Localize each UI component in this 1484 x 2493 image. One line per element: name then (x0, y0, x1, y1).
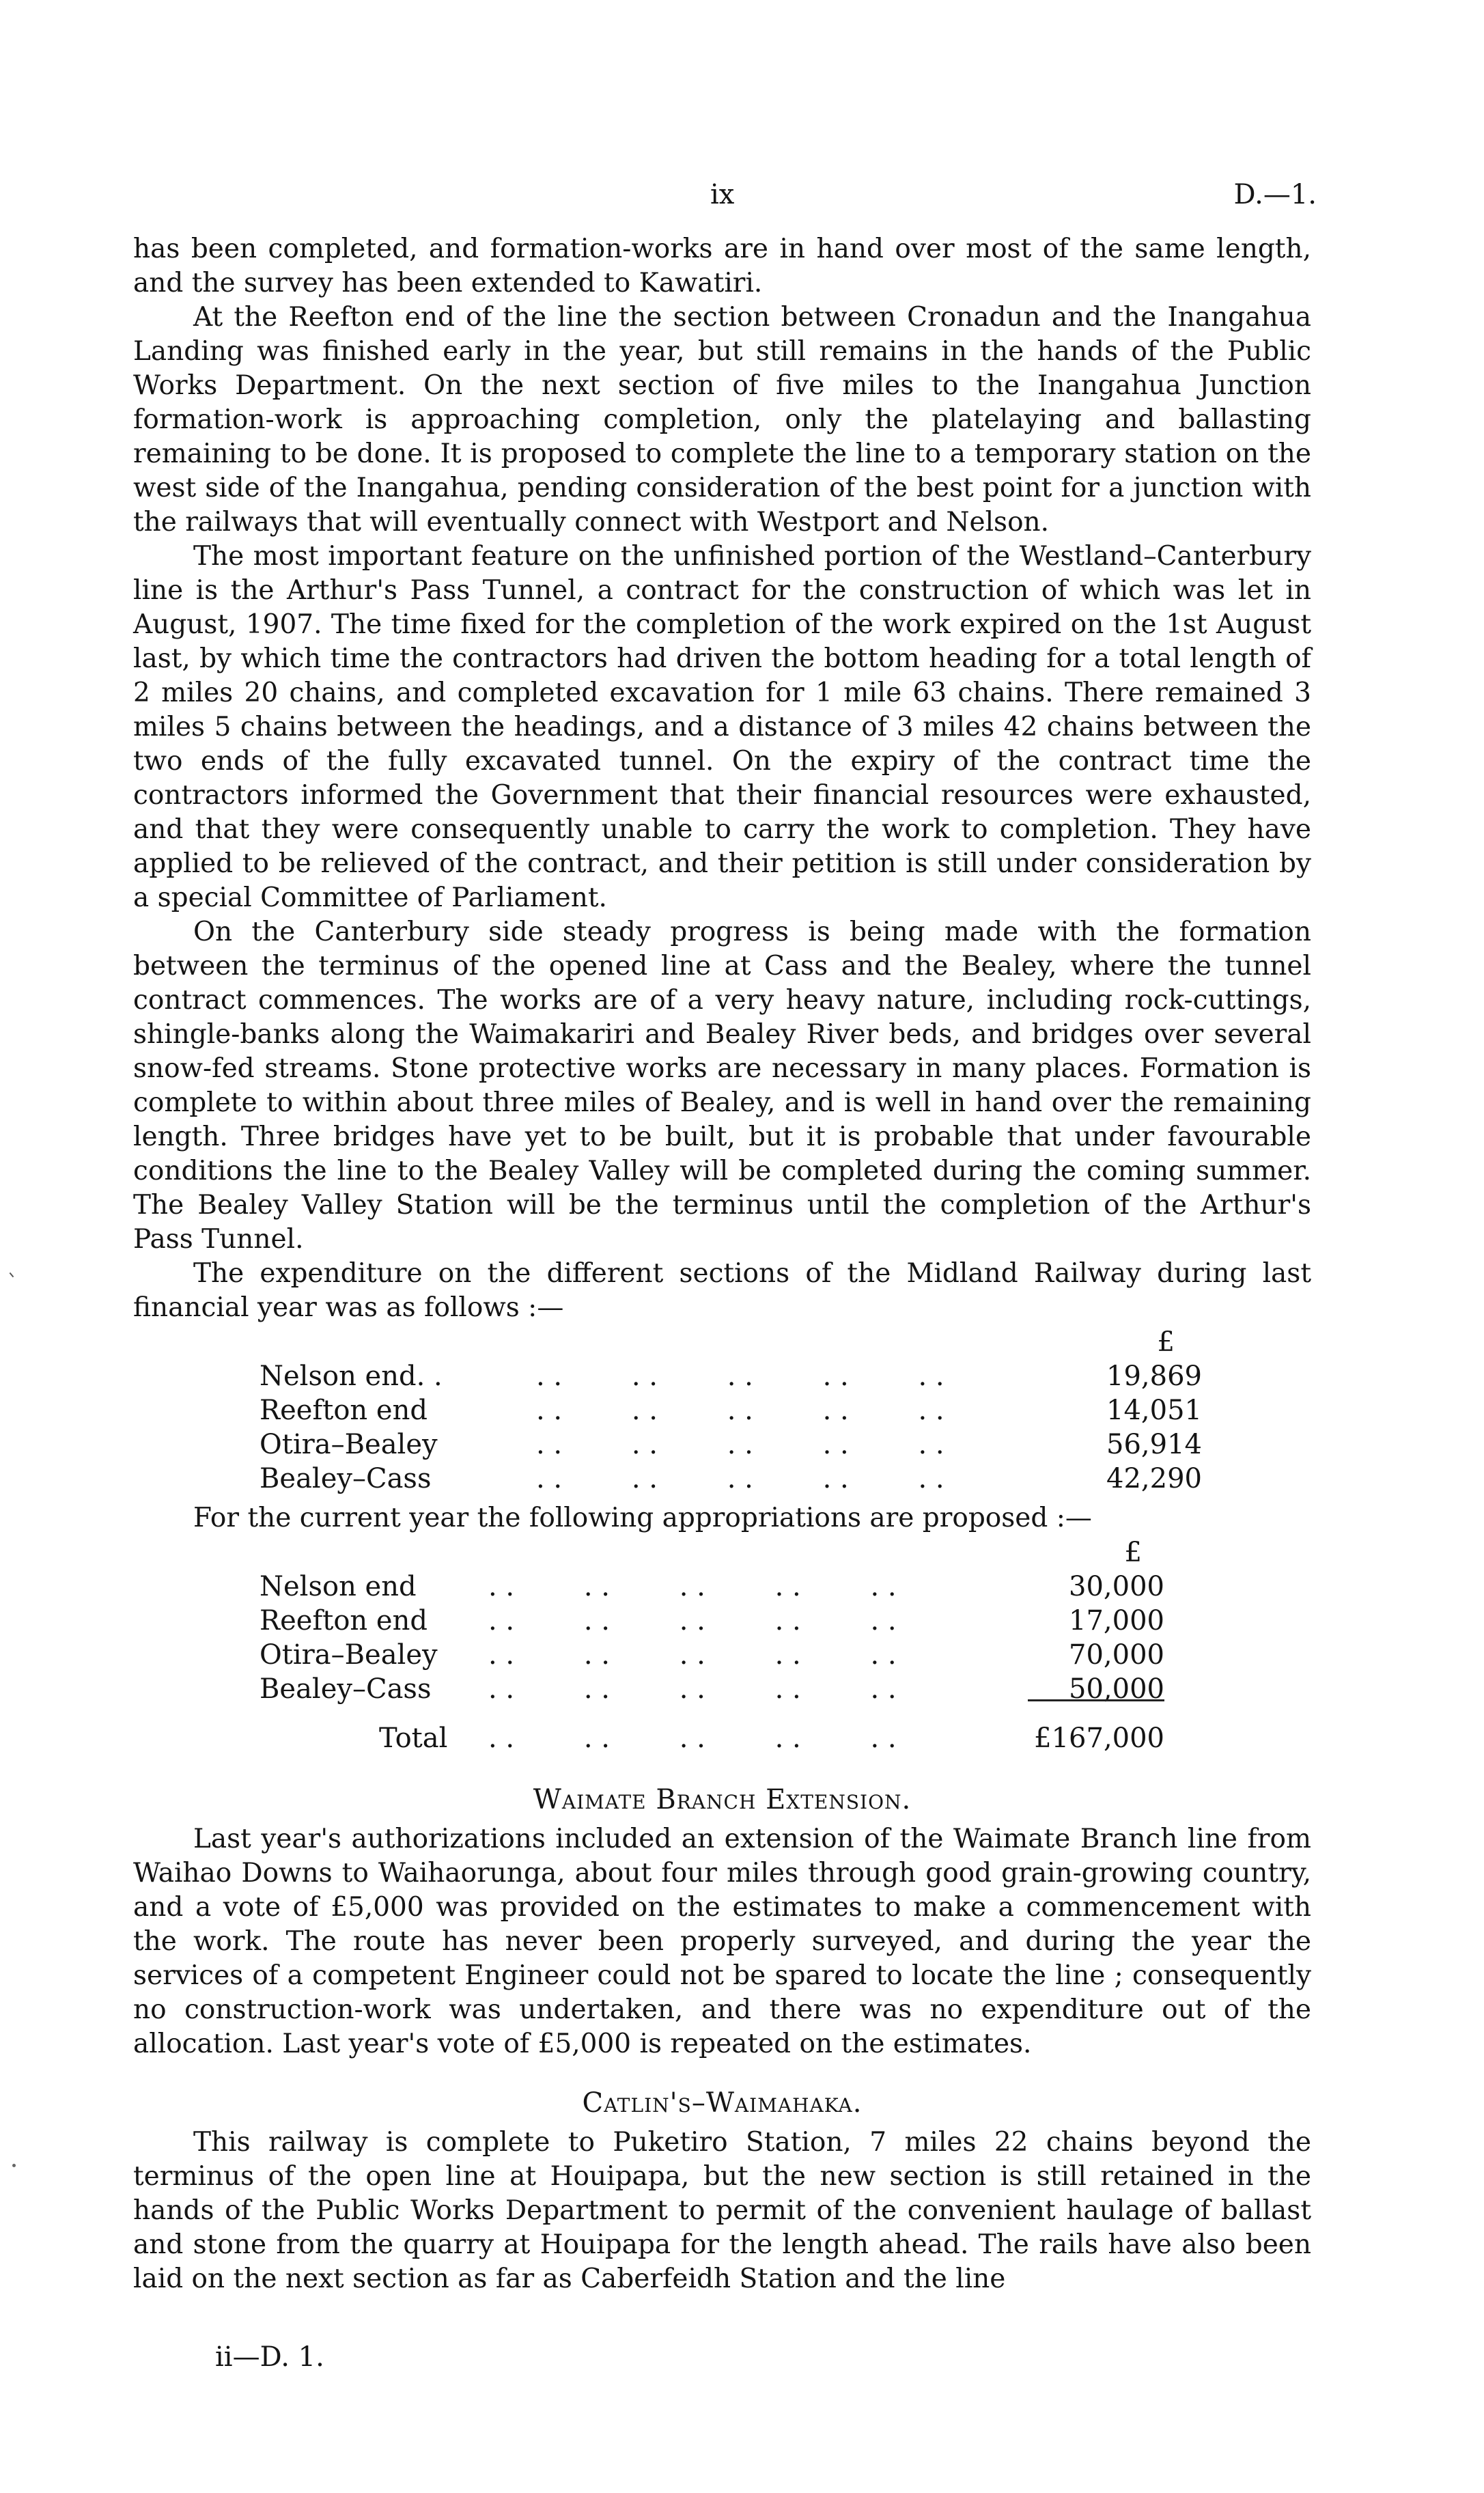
row-value: 14,051 (1106, 1395, 1202, 1426)
paragraph-continuation: has been completed, and formation-works are in hand over most of the same length, and the survey has been extended to Kawatiri. (133, 234, 1311, 298)
row-label: Otira–Bealey (260, 1639, 438, 1671)
paragraph-canterbury: On the Canterbury side steady progress is being made with the formation between the terminus of the opened line at Cass and the Bealey, where the tunnel contract commences. The works are of a very heavy nature, including rock-cuttings, shingle-banks along the Waimakariri and Bealey River beds, and bridges over several snow-fed streams. Stone protective works are necessary in many places. Formation is complete to within about three miles of Bealey, and is well in hand over the remaining length. Three bridges have yet to be built, but it is probable that under favourable conditions the line to the Bealey Valley will be completed during the coming summer. The Bealey Valley Station will be the terminus until the completion of the Arthur's Pass Tunnel. (133, 917, 1311, 1255)
row-label: Bealey–Cass (260, 1673, 432, 1705)
footer-signature: ii—D. 1. (215, 2341, 324, 2373)
leader-dots: . . . . . . . . . . (536, 1429, 944, 1460)
table-row (133, 1462, 1311, 1496)
paragraph-expenditure-intro: The expenditure on the different sections of the Midland Railway during last financial year was as follows :— (133, 1258, 1311, 1323)
row-value: 56,914 (1106, 1429, 1202, 1460)
leader-dots: . . . . . . . . . . (488, 1571, 897, 1602)
leader-dots: . . . . . . . . . . (488, 1673, 897, 1705)
table-row (133, 1570, 1311, 1604)
expenditure-table (133, 1325, 1311, 1496)
document-reference: D.—1. (1233, 179, 1317, 210)
total-value: £167,000 (1034, 1723, 1164, 1754)
paragraph-arthurs-pass: The most important feature on the unfinished portion of the Westland–Canterbury line is the Arthur's Pass Tunnel, a contract for the construction of which was let in August, 1907. The time fixed for the completion of the work expired on the 1st August last, by which time the contractors had driven the bottom heading for a total length of 2 miles 20 chains, and completed excavation for 1 mile 63 chains. There remained 3 miles 5 chains between the headings, and a distance of 3 miles 42 chains between the two ends of the fully excavated tunnel. On the expiry of the contract time the contractors informed the Government that their financial resources were exhausted, and that they were consequently unable to carry the work to completion. They have applied to be relieved of the contract, and their petition is still under consideration by a special Committee of Parliament. (133, 541, 1311, 913)
appropriations-intro: For the current year the following appropriations are proposed :— (193, 1503, 1092, 1533)
table-row (133, 1359, 1311, 1393)
leader-dots: . . . . . . . . . . (536, 1395, 944, 1426)
paragraph-reefton: At the Reefton end of the line the section between Cronadun and the Inangahua Landing was finished early in the year, but still remains in the hands of the Public Works Department. On the next section of five miles to the Inangahua Junction formation-work is approaching completion, only the platelaying and ballasting remaining to be done. It is proposed to complete the line to a temporary station on the west side of the Inangahua, pending consideration of the best point for a junction with the railways that will eventually connect with Westport and Nelson. (133, 302, 1311, 538)
row-label: Otira–Bealey (260, 1429, 438, 1460)
table-row (133, 1427, 1311, 1462)
currency-row (133, 1325, 1311, 1359)
table-row (133, 1672, 1311, 1706)
row-label: Bealey–Cass (260, 1463, 432, 1494)
sum-rule (1028, 1699, 1164, 1701)
appropriations-table (133, 1535, 1311, 1755)
row-label: Nelson end. . (260, 1361, 443, 1392)
total-label: Total (379, 1723, 448, 1754)
margin-mark (10, 1269, 18, 1278)
row-value: 50,000 (1069, 1673, 1164, 1705)
currency-row (133, 1535, 1311, 1570)
row-value: 42,290 (1106, 1463, 1202, 1494)
page-header (0, 179, 1484, 220)
row-label: Nelson end (260, 1571, 417, 1602)
row-label: Reefton end (260, 1605, 428, 1637)
table-row (133, 1393, 1311, 1427)
leader-dots: . . . . . . . . . . (536, 1463, 944, 1494)
total-row (133, 1721, 1311, 1755)
row-value: 17,000 (1069, 1605, 1164, 1637)
row-value: 30,000 (1069, 1571, 1164, 1602)
currency-symbol: £ (1124, 1537, 1142, 1568)
paragraph-waimate: Last year's authorizations included an extension of the Waimate Branch line from Waihao Downs to Waihaorunga, about four miles through good grain-growing country, and a vote of £5,000 was provided on the estimates to make a commencement with the work. The route has never been properly surveyed, and during the year the services of a competent Engineer could not be spared to locate the line ; consequently no construction-work was undertaken, and there was no expenditure out of the allocation. Last year's vote of £5,000 is repeated on the estimates. (133, 1824, 1311, 2059)
row-label: Reefton end (260, 1395, 428, 1426)
heading-waimate: Waimate Branch Extension. (533, 1784, 912, 1815)
page-number: ix (710, 179, 735, 210)
document-body (133, 232, 1311, 2296)
heading-catlins: Catlin's–Waimahaka. (582, 2087, 863, 2119)
leader-dots: . . . . . . . . . . (488, 1605, 897, 1637)
paragraph-catlins: This railway is complete to Puketiro Station, 7 miles 22 chains beyond the terminus of the open line at Houipapa, but the new section is still retained in the hands of the Public Works Department to permit of the convenient haulage of ballast and stone from the quarry at Houipapa for the length ahead. The rails have also been laid on the next section as far as Caberfeidh Station and the line (133, 2127, 1311, 2294)
row-value: 70,000 (1069, 1639, 1164, 1671)
leader-dots: . . . . . . . . . . (536, 1361, 944, 1392)
leader-dots: . . . . . . . . . . (488, 1639, 897, 1671)
margin-dot (12, 2164, 16, 2167)
table-row (133, 1638, 1311, 1672)
table-row (133, 1604, 1311, 1638)
row-value: 19,869 (1106, 1361, 1202, 1392)
currency-symbol: £ (1157, 1326, 1175, 1358)
leader-dots: . . . . . . . . . . (488, 1723, 897, 1754)
